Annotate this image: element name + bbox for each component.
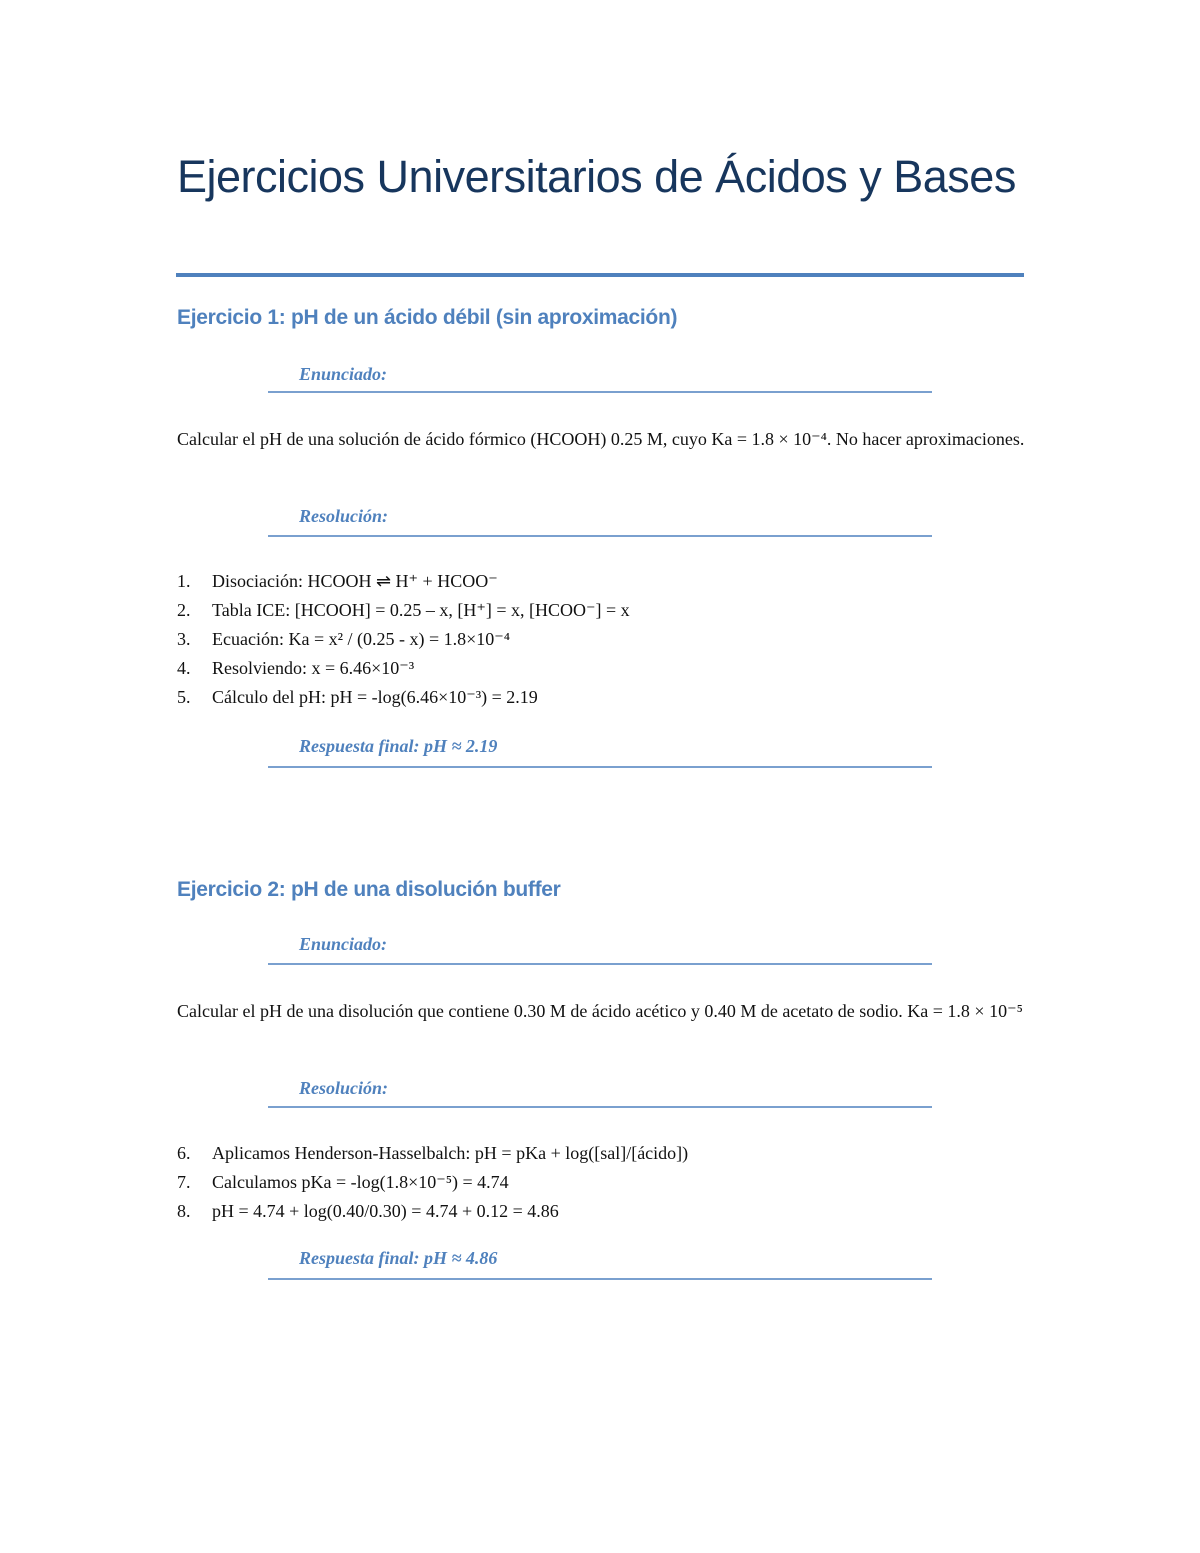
step-text: Tabla ICE: [HCOOH] = 0.25 – x, [H⁺] = x, [HCOO⁻] = x [212, 600, 630, 620]
step-number: 3. [177, 629, 191, 649]
exercise-1-steps [177, 567, 630, 712]
exercise-1-statement-label: Enunciado: [299, 364, 388, 384]
title-underline [176, 273, 1024, 277]
exercise-2-answer: Respuesta final: pH ≈ 4.86 [299, 1248, 498, 1268]
step-number: 5. [177, 687, 191, 707]
step-text: pH = 4.74 + log(0.40/0.30) = 4.74 + 0.12 = 4.86 [212, 1201, 559, 1221]
step-number: 6. [177, 1143, 191, 1163]
step-number: 1. [177, 571, 191, 591]
exercise-2-steps [177, 1139, 688, 1226]
step-item [177, 625, 630, 654]
resolution-label-rule [268, 535, 932, 537]
step-text: Ecuación: Ka = x² / (0.25 - x) = 1.8×10⁻⁴ [212, 629, 511, 649]
exercise-2-heading: Ejercicio 2: pH de una disolución buffer [177, 878, 561, 901]
step-item [177, 567, 630, 596]
step-number: 4. [177, 658, 191, 678]
exercise-1-statement: Calcular el pH de una solución de ácido fórmico (HCOOH) 0.25 M, cuyo Ka = 1.8 × 10⁻⁴. No hacer aproximaciones. [177, 429, 1025, 449]
step-item [177, 654, 630, 683]
resolution-label-rule [268, 1106, 932, 1108]
step-item [177, 1139, 688, 1168]
document-title: Ejercicios Universitarios de Ácidos y Bases [177, 151, 1016, 202]
exercise-1-answer: Respuesta final: pH ≈ 2.19 [299, 736, 498, 756]
exercise-1-heading: Ejercicio 1: pH de un ácido débil (sin aproximación) [177, 306, 678, 329]
exercise-2-statement: Calcular el pH de una disolución que contiene 0.30 M de ácido acético y 0.40 M de acetato de sodio. Ka = 1.8 × 10⁻⁵ [177, 1001, 1023, 1021]
step-number: 2. [177, 600, 191, 620]
exercise-2-resolution-label: Resolución: [299, 1078, 389, 1098]
statement-label-rule [268, 391, 932, 393]
step-item [177, 683, 630, 712]
exercise-1-resolution-label: Resolución: [299, 506, 389, 526]
step-item [177, 596, 630, 625]
step-text: Calculamos pKa = -log(1.8×10⁻⁵) = 4.74 [212, 1172, 509, 1192]
step-number: 8. [177, 1201, 191, 1221]
step-item [177, 1197, 688, 1226]
step-item [177, 1168, 688, 1197]
statement-label-rule [268, 963, 932, 965]
step-text: Disociación: HCOOH ⇌ H⁺ + HCOO⁻ [212, 571, 498, 591]
step-number: 7. [177, 1172, 191, 1192]
step-text: Resolviendo: x = 6.46×10⁻³ [212, 658, 415, 678]
exercise-2-statement-label: Enunciado: [299, 934, 388, 954]
answer-rule [268, 766, 932, 768]
answer-rule [268, 1278, 932, 1280]
step-text: Aplicamos Henderson-Hasselbalch: pH = pKa + log([sal]/[ácido]) [212, 1143, 689, 1163]
step-text: Cálculo del pH: pH = -log(6.46×10⁻³) = 2.19 [212, 687, 538, 707]
